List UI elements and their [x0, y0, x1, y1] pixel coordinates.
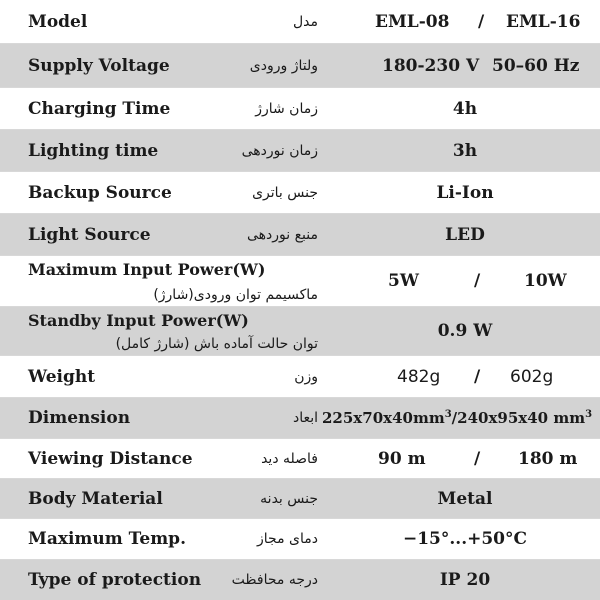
- value-2: 602g: [510, 366, 554, 387]
- row-weight: [0, 355, 600, 397]
- value-2: 240x95x40 mm: [457, 409, 586, 427]
- value: IP 20: [439, 570, 491, 590]
- label-en: Dimension: [28, 408, 131, 428]
- value: −15°...+50°C: [402, 529, 528, 549]
- label-fa: زمان شارژ: [255, 100, 318, 117]
- value-separator: /: [478, 11, 485, 32]
- label-fa: درجه محافظت: [231, 572, 318, 588]
- value-separator: /: [474, 271, 481, 291]
- label-fa: ماکسیمم توان ورودی(شارژ): [153, 287, 318, 303]
- value-1: 482g: [397, 366, 441, 387]
- value-2: 10W: [524, 271, 567, 291]
- label-en: Viewing Distance: [28, 448, 193, 469]
- label-en: Maximum Input Power(W): [28, 260, 266, 279]
- label-fa: ابعاد: [292, 410, 318, 426]
- value-1-exponent: 3: [444, 409, 452, 420]
- label-fa: جنس بدنه: [260, 490, 318, 507]
- value-1: 5W: [388, 271, 419, 291]
- row-type-of-protection: [0, 559, 600, 600]
- value-2: EML-16: [506, 11, 581, 32]
- label-fa: وزن: [294, 368, 318, 385]
- row-model: [0, 0, 600, 43]
- row-max-input-power: [0, 255, 600, 306]
- row-viewing-distance: [0, 438, 600, 478]
- value-1: 225x70x40mm: [322, 409, 445, 427]
- value: 4h: [452, 98, 478, 119]
- row-supply-voltage: [0, 43, 600, 87]
- row-dimension: [0, 397, 600, 438]
- value-1: 90 m: [378, 448, 426, 469]
- label-en: Model: [28, 11, 88, 32]
- label-en: Lighting time: [28, 140, 159, 161]
- value-1: EML-08: [375, 11, 450, 32]
- row-charging-time: [0, 87, 600, 129]
- value-1: 180-230 V: [382, 55, 480, 76]
- value-2: 180 m: [518, 448, 578, 469]
- value-separator: /: [474, 366, 481, 387]
- label-fa: ولتاژ ورودی: [249, 57, 318, 74]
- label-fa: توان حالت آماده باش (شارژ کامل): [115, 336, 318, 352]
- row-standby-input-power: [0, 306, 600, 355]
- row-lighting-time: [0, 129, 600, 171]
- label-fa: فاصله دید: [261, 450, 318, 467]
- label-en: Body Material: [28, 488, 163, 509]
- label-fa: دمای مجاز: [257, 531, 318, 547]
- label-en: Backup Source: [28, 182, 172, 203]
- value-separator: /: [474, 448, 481, 469]
- value: LED: [445, 224, 485, 245]
- label-en: Light Source: [28, 224, 151, 245]
- label-en: Type of protection: [28, 570, 202, 590]
- label-en: Supply Voltage: [28, 55, 170, 76]
- value-2-exponent: 3: [585, 409, 593, 420]
- value-separator: /: [451, 409, 458, 427]
- label-fa: منبع نوردهی: [246, 226, 318, 243]
- dimension-value: [322, 409, 592, 427]
- row-maximum-temp: [0, 518, 600, 559]
- label-en: Charging Time: [28, 98, 171, 119]
- value: 3h: [452, 140, 478, 161]
- value: 0.9 W: [437, 321, 493, 341]
- row-light-source: [0, 213, 600, 255]
- value-2: 50–60 Hz: [492, 55, 580, 76]
- label-fa: زمان نوردهی: [241, 142, 318, 159]
- label-fa: مدل: [292, 13, 318, 30]
- row-body-material: [0, 478, 600, 518]
- label-en: Standby Input Power(W): [28, 311, 249, 330]
- label-fa: جنس باتری: [252, 184, 318, 201]
- label-en: Maximum Temp.: [28, 529, 186, 549]
- value: Li-Ion: [436, 182, 494, 203]
- value: Metal: [437, 488, 493, 509]
- row-backup-source: [0, 171, 600, 213]
- label-en: Weight: [28, 366, 96, 387]
